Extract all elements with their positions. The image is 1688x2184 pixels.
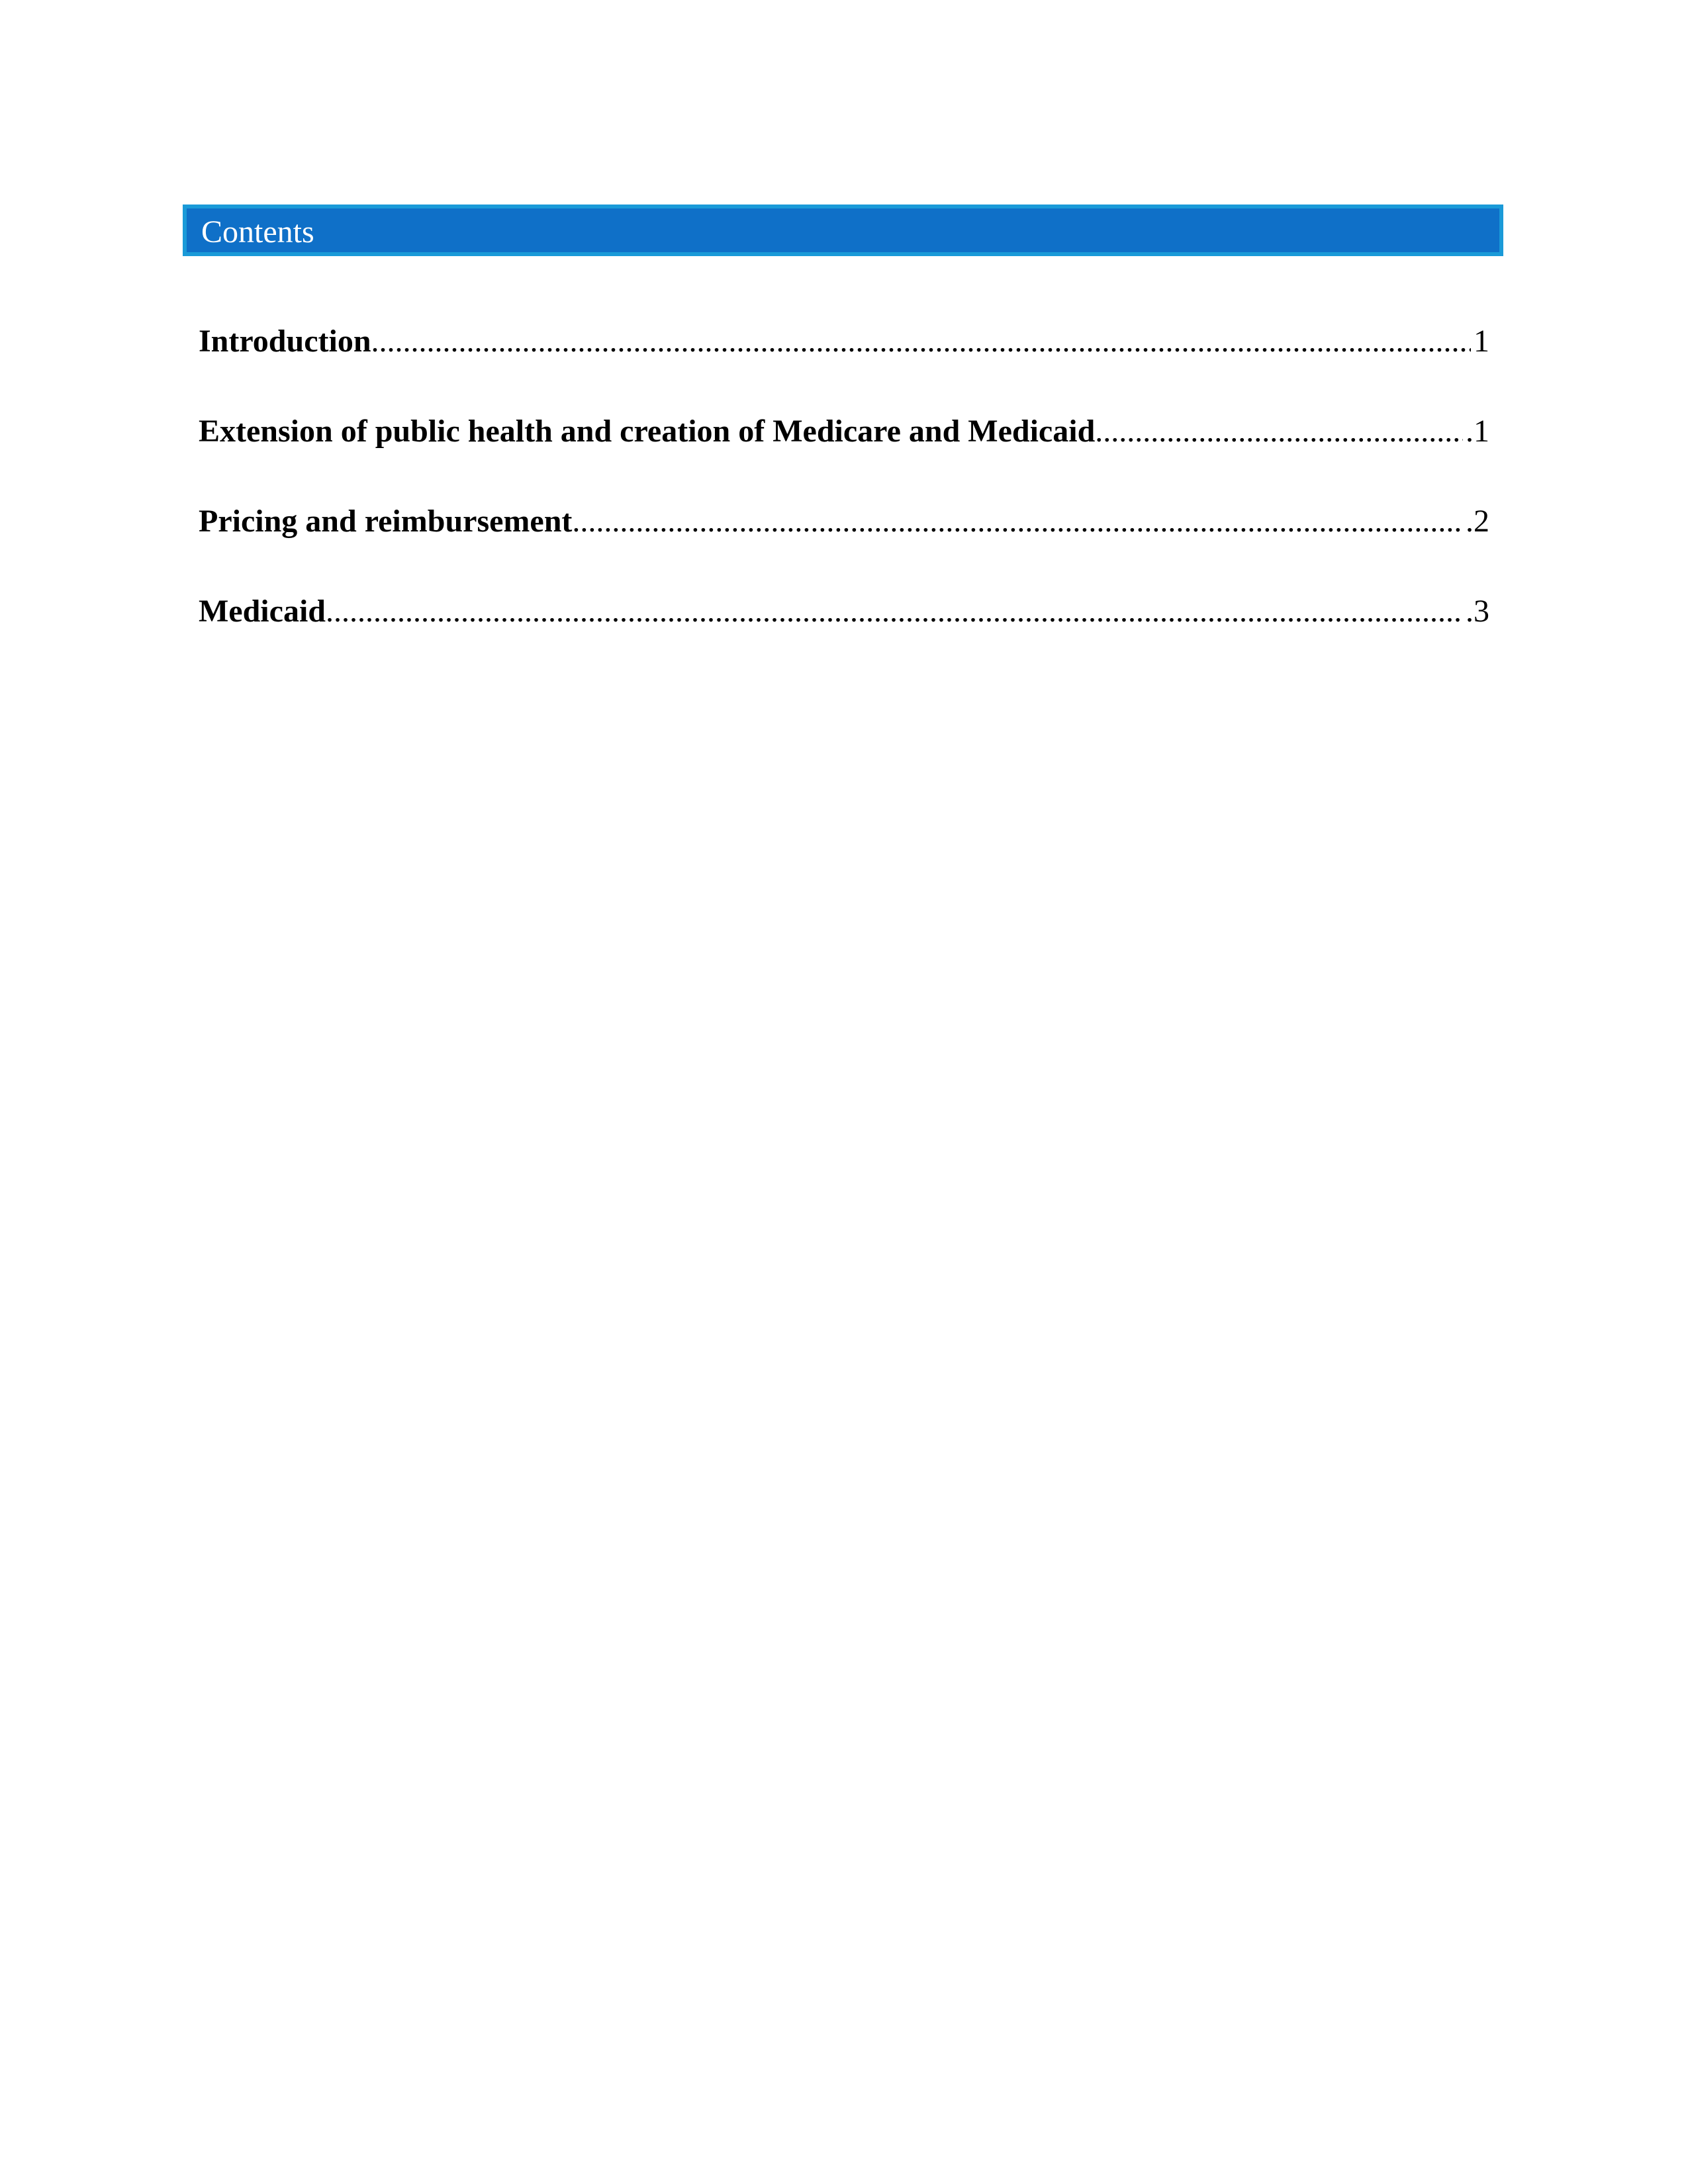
toc-entry-introduction[interactable] [199,322,1489,412]
toc-list [199,322,1489,682]
toc-entry-page-number: 1 [1474,324,1489,359]
toc-entry-pricing-reimbursement[interactable] [199,502,1489,592]
toc-heading: Contents [201,214,314,250]
toc-entry-title[interactable]: Pricing and reimbursement [199,504,573,539]
toc-entry-extension-public-health[interactable] [199,412,1489,502]
toc-entry-page-number: .3 [1466,594,1489,629]
toc-entry-title[interactable]: Introduction [199,324,371,359]
toc-dot-leader [371,322,1471,361]
toc-dot-leader [1095,412,1463,451]
toc-entry-title[interactable]: Medicaid [199,594,326,629]
toc-entry-medicaid[interactable] [199,592,1489,682]
toc-entry-page-number: .1 [1466,414,1489,449]
toc-entry-page-number: .2 [1466,504,1489,539]
toc-dot-leader [572,502,1463,541]
toc-dot-leader [326,592,1463,631]
toc-heading-bar [183,205,1503,256]
toc-entry-title[interactable]: Extension of public health and creation of Medicare and Medicaid [199,414,1096,449]
